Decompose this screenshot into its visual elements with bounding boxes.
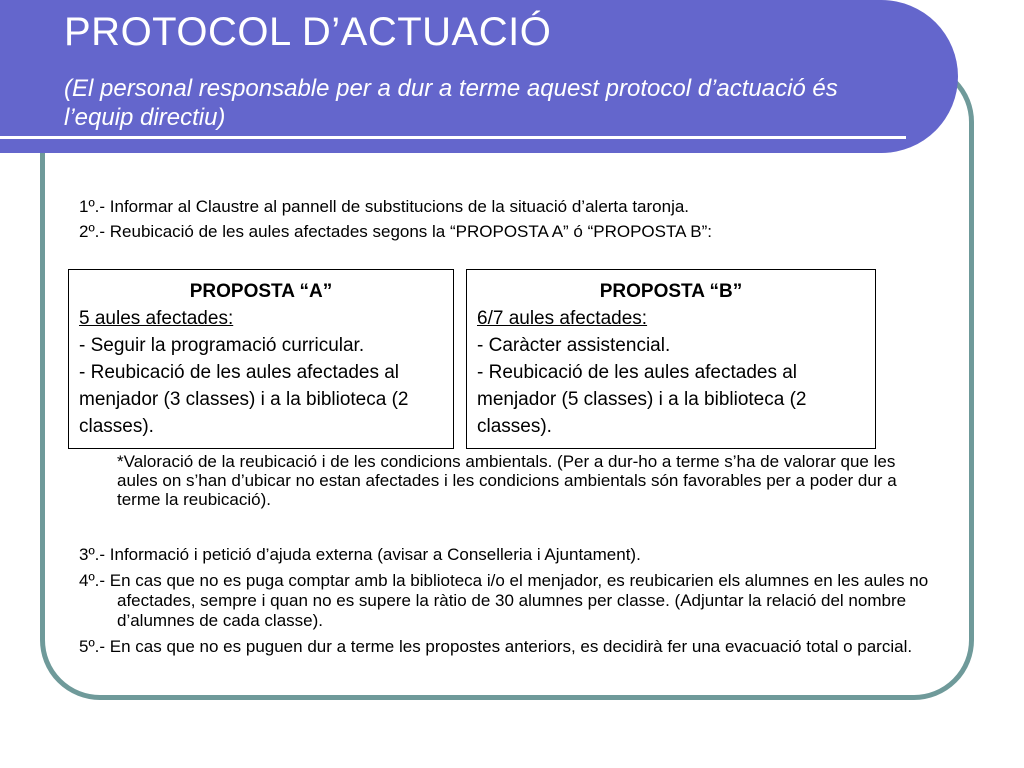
proposal-a-line2: - Reubicació de les aules afectades al menjador (3 classes) i a la biblioteca (2 classes). bbox=[79, 362, 409, 437]
proposal-a-affected: 5 aules afectades: bbox=[79, 308, 234, 329]
assessment-note: *Valoració de la reubicació i de les condicions ambientals. (Per a dur-ho a terme s’ha de valorar que les aules on s’han d’ubicar no estan afectades i les condicions ambientals són favorables per a poder dur a terme la reubicació). bbox=[117, 452, 897, 509]
proposal-b-line2: - Reubicació de les aules afectades al menjador (5 classes) i a la biblioteca (2 classes). bbox=[477, 362, 807, 437]
proposal-a-box bbox=[68, 269, 454, 449]
step-5: 5º.- En cas que no es puguen dur a terme les propostes anteriors, es decidirà fer una evacuació total o parcial. bbox=[79, 637, 913, 656]
slide-subtitle: (El personal responsable per a dur a terme aquest protocol d’actuació és l’equip directiu) bbox=[64, 75, 838, 131]
step-4: 4º.- En cas que no es puga comptar amb la biblioteca i/o el menjador, es reubicarien els alumnes en les aules no afectades, sempre i quan no es supere la ràtio de 30 alumnes per classe. (Adjuntar la relació del nombre d’alumnes de cada classe). bbox=[79, 571, 929, 630]
step-1: 1º.- Informar al Claustre al pannell de substitucions de la situació d’alerta taronja. bbox=[79, 197, 690, 216]
proposal-b-heading: PROPOSTA “B” bbox=[599, 281, 743, 302]
slide-title: PROTOCOL D’ACTUACIÓ bbox=[64, 10, 552, 54]
title-underline bbox=[0, 136, 906, 139]
proposal-a-line1: - Seguir la programació curricular. bbox=[79, 335, 365, 356]
proposal-b-affected: 6/7 aules afectades: bbox=[477, 308, 648, 329]
proposal-b-box bbox=[466, 269, 876, 449]
proposal-b-line1: - Caràcter assistencial. bbox=[477, 335, 671, 356]
step-2: 2º.- Reubicació de les aules afectades segons la “PROPOSTA A” ó “PROPOSTA B”: bbox=[79, 222, 712, 241]
step-3: 3º.- Informació i petició d’ajuda externa (avisar a Conselleria i Ajuntament). bbox=[79, 545, 641, 564]
proposal-a-heading: PROPOSTA “A” bbox=[189, 281, 333, 302]
